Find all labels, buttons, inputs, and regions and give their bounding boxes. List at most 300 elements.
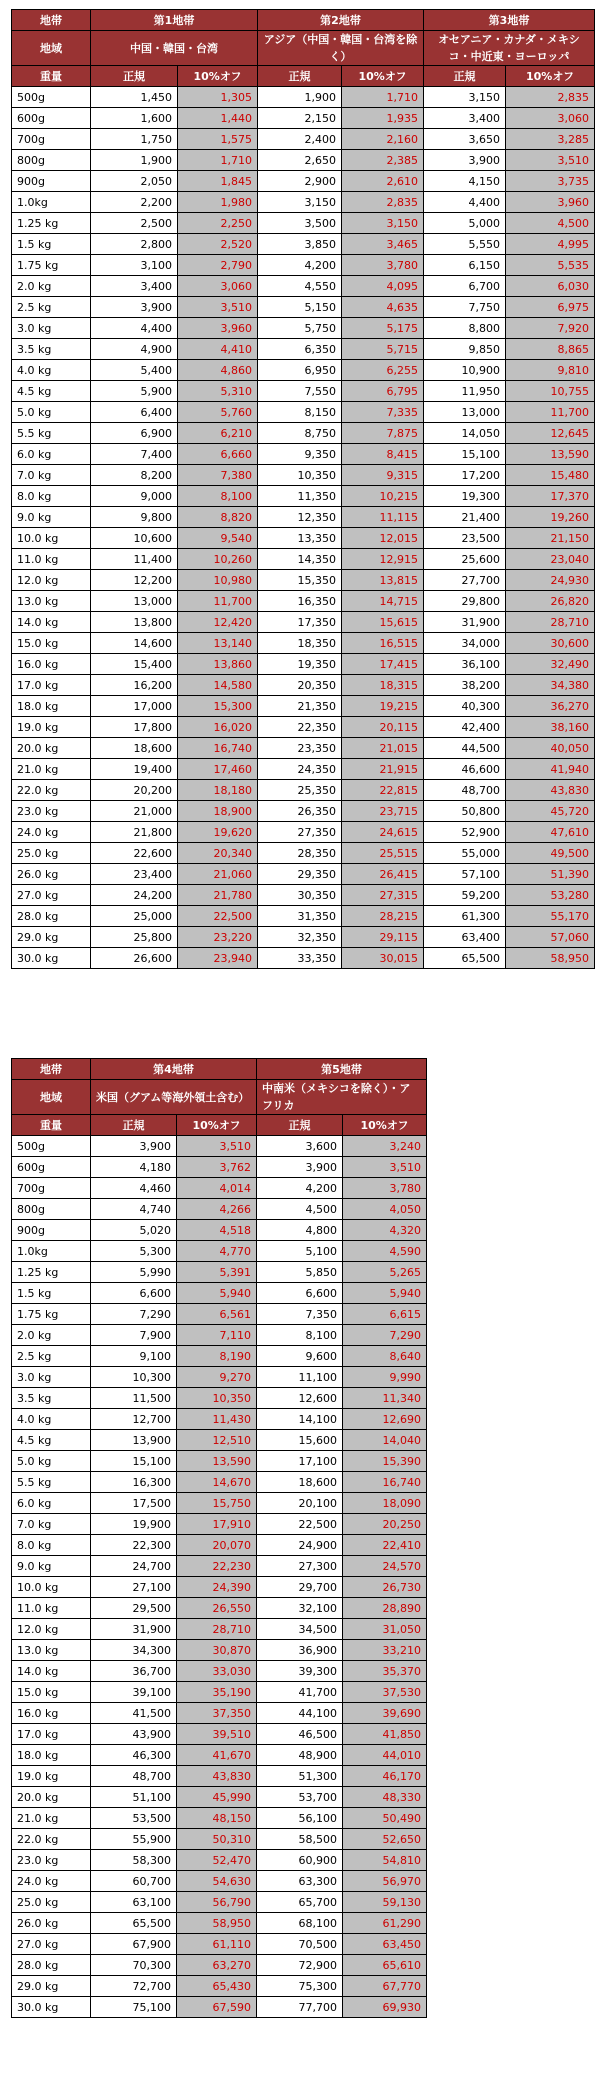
discount-price-cell: 34,380 xyxy=(506,675,595,696)
discount-price-cell: 3,060 xyxy=(178,276,258,297)
table-row xyxy=(12,297,595,318)
discount-price-cell: 1,575 xyxy=(178,129,258,150)
regular-price-cell: 72,900 xyxy=(257,1955,343,1976)
regular-price-cell: 65,700 xyxy=(257,1892,343,1913)
table-row xyxy=(12,675,595,696)
discount-price-cell: 2,160 xyxy=(342,129,424,150)
discount-price-cell: 10,980 xyxy=(178,570,258,591)
regular-price-cell: 9,100 xyxy=(91,1346,177,1367)
regular-price-cell: 4,800 xyxy=(257,1220,343,1241)
regular-price-cell: 10,900 xyxy=(424,360,506,381)
regular-price-cell: 4,200 xyxy=(257,1178,343,1199)
regular-price-cell: 48,700 xyxy=(91,1766,177,1787)
discount-price-cell: 45,990 xyxy=(177,1787,257,1808)
table-row xyxy=(12,717,595,738)
regular-price-cell: 46,600 xyxy=(424,759,506,780)
rate-table-zones-1-3 xyxy=(11,9,595,969)
table-row xyxy=(12,1325,427,1346)
regular-price-cell: 4,500 xyxy=(257,1199,343,1220)
regular-price-cell: 7,290 xyxy=(91,1304,177,1325)
regular-price-cell: 44,100 xyxy=(257,1703,343,1724)
regular-price-cell: 7,750 xyxy=(424,297,506,318)
regular-price-cell: 17,000 xyxy=(91,696,178,717)
discount-price-cell: 27,315 xyxy=(342,885,424,906)
region-label: 地域 xyxy=(12,31,91,66)
regular-price-cell: 21,000 xyxy=(91,801,178,822)
regular-price-cell: 4,550 xyxy=(258,276,342,297)
discount-price-cell: 5,940 xyxy=(177,1283,257,1304)
regular-price-cell: 18,600 xyxy=(91,738,178,759)
regular-price-cell: 25,800 xyxy=(91,927,178,948)
discount-price-cell: 53,280 xyxy=(506,885,595,906)
discount-price-cell: 22,500 xyxy=(178,906,258,927)
discount-price-cell: 2,835 xyxy=(506,87,595,108)
discount-price-cell: 56,790 xyxy=(177,1892,257,1913)
regular-price-cell: 4,200 xyxy=(258,255,342,276)
discount-price-cell: 6,210 xyxy=(178,423,258,444)
table-row xyxy=(12,1808,427,1829)
weight-cell: 10.0 kg xyxy=(12,1577,91,1598)
regular-price-cell: 12,600 xyxy=(257,1388,343,1409)
discount-price-cell: 47,610 xyxy=(506,822,595,843)
regular-price-cell: 5,750 xyxy=(258,318,342,339)
zone-3-discount-label: 10%オフ xyxy=(506,66,595,87)
discount-price-cell: 51,390 xyxy=(506,864,595,885)
table-row xyxy=(12,1199,427,1220)
table-row xyxy=(12,948,595,969)
regular-price-cell: 51,100 xyxy=(91,1787,177,1808)
regular-price-cell: 77,700 xyxy=(257,1997,343,2018)
regular-price-cell: 21,800 xyxy=(91,822,178,843)
discount-price-cell: 50,490 xyxy=(343,1808,427,1829)
discount-price-cell: 7,290 xyxy=(343,1325,427,1346)
table-row xyxy=(12,864,595,885)
discount-price-cell: 4,770 xyxy=(177,1241,257,1262)
table-row xyxy=(12,129,595,150)
discount-price-cell: 2,385 xyxy=(342,150,424,171)
discount-price-cell: 2,250 xyxy=(178,213,258,234)
weight-cell: 3.5 kg xyxy=(12,339,91,360)
discount-price-cell: 9,990 xyxy=(343,1367,427,1388)
discount-price-cell: 9,315 xyxy=(342,465,424,486)
weight-cell: 1.75 kg xyxy=(12,1304,91,1325)
regular-price-cell: 15,350 xyxy=(258,570,342,591)
discount-price-cell: 9,270 xyxy=(177,1367,257,1388)
regular-price-cell: 3,400 xyxy=(424,108,506,129)
regular-price-cell: 19,300 xyxy=(424,486,506,507)
table-row xyxy=(12,1745,427,1766)
regular-price-cell: 6,350 xyxy=(258,339,342,360)
table-row xyxy=(12,486,595,507)
regular-price-cell: 15,100 xyxy=(424,444,506,465)
regular-price-cell: 48,700 xyxy=(424,780,506,801)
discount-price-cell: 14,580 xyxy=(178,675,258,696)
weight-cell: 13.0 kg xyxy=(12,1640,91,1661)
table-row xyxy=(12,906,595,927)
table-row xyxy=(12,1220,427,1241)
discount-price-cell: 58,950 xyxy=(506,948,595,969)
table-row xyxy=(12,402,595,423)
regular-price-cell: 23,350 xyxy=(258,738,342,759)
regular-price-cell: 8,750 xyxy=(258,423,342,444)
weight-cell: 6.0 kg xyxy=(12,1493,91,1514)
weight-cell: 1.0kg xyxy=(12,1241,91,1262)
regular-price-cell: 34,500 xyxy=(257,1619,343,1640)
regular-price-cell: 16,200 xyxy=(91,675,178,696)
regular-price-cell: 43,900 xyxy=(91,1724,177,1745)
regular-price-cell: 13,350 xyxy=(258,528,342,549)
regular-price-cell: 14,050 xyxy=(424,423,506,444)
zone-3-region: オセアニア・カナダ・メキシコ・中近東・ヨーロッパ xyxy=(424,31,595,66)
discount-price-cell: 24,570 xyxy=(343,1556,427,1577)
weight-cell: 14.0 kg xyxy=(12,612,91,633)
regular-price-cell: 31,900 xyxy=(91,1619,177,1640)
table-row xyxy=(12,1157,427,1178)
weight-cell: 1.5 kg xyxy=(12,1283,91,1304)
discount-price-cell: 50,310 xyxy=(177,1829,257,1850)
discount-price-cell: 26,730 xyxy=(343,1577,427,1598)
discount-price-cell: 43,830 xyxy=(177,1766,257,1787)
discount-price-cell: 1,845 xyxy=(178,171,258,192)
weight-cell: 900g xyxy=(12,1220,91,1241)
regular-price-cell: 9,850 xyxy=(424,339,506,360)
table-row xyxy=(12,1661,427,1682)
discount-price-cell: 3,780 xyxy=(343,1178,427,1199)
discount-price-cell: 39,510 xyxy=(177,1724,257,1745)
zone-3-name: 第3地帯 xyxy=(424,10,595,31)
table-row xyxy=(12,1934,427,1955)
weight-cell: 15.0 kg xyxy=(12,1682,91,1703)
discount-price-cell: 26,820 xyxy=(506,591,595,612)
discount-price-cell: 24,615 xyxy=(342,822,424,843)
discount-price-cell: 21,060 xyxy=(178,864,258,885)
table-row xyxy=(12,780,595,801)
regular-price-cell: 27,700 xyxy=(424,570,506,591)
discount-price-cell: 15,300 xyxy=(178,696,258,717)
weight-cell: 8.0 kg xyxy=(12,1535,91,1556)
discount-price-cell: 1,710 xyxy=(178,150,258,171)
discount-price-cell: 7,110 xyxy=(177,1325,257,1346)
table-row xyxy=(12,654,595,675)
regular-price-cell: 9,600 xyxy=(257,1346,343,1367)
regular-price-cell: 38,200 xyxy=(424,675,506,696)
table-row xyxy=(12,801,595,822)
regular-price-cell: 8,150 xyxy=(258,402,342,423)
discount-price-cell: 33,030 xyxy=(177,1661,257,1682)
discount-price-cell: 1,935 xyxy=(342,108,424,129)
table-row xyxy=(12,171,595,192)
discount-price-cell: 7,335 xyxy=(342,402,424,423)
regular-price-cell: 2,500 xyxy=(91,213,178,234)
discount-price-cell: 4,014 xyxy=(177,1178,257,1199)
regular-price-cell: 7,400 xyxy=(91,444,178,465)
discount-price-cell: 28,710 xyxy=(506,612,595,633)
discount-price-cell: 54,810 xyxy=(343,1850,427,1871)
regular-price-cell: 26,350 xyxy=(258,801,342,822)
column-header-row xyxy=(12,1115,427,1136)
regular-price-cell: 34,300 xyxy=(91,1640,177,1661)
table-row xyxy=(12,1493,427,1514)
regular-price-cell: 4,740 xyxy=(91,1199,177,1220)
regular-price-cell: 19,400 xyxy=(91,759,178,780)
discount-price-cell: 5,265 xyxy=(343,1262,427,1283)
weight-cell: 500g xyxy=(12,1136,91,1157)
regular-price-cell: 27,350 xyxy=(258,822,342,843)
discount-price-cell: 17,910 xyxy=(177,1514,257,1535)
weight-cell: 25.0 kg xyxy=(12,1892,91,1913)
regular-price-cell: 20,350 xyxy=(258,675,342,696)
zone-header-row xyxy=(12,1059,427,1080)
zone-4-discount-label: 10%オフ xyxy=(177,1115,257,1136)
discount-price-cell: 6,030 xyxy=(506,276,595,297)
regular-price-cell: 22,600 xyxy=(91,843,178,864)
regular-price-cell: 28,350 xyxy=(258,843,342,864)
discount-price-cell: 5,940 xyxy=(343,1283,427,1304)
discount-price-cell: 28,890 xyxy=(343,1598,427,1619)
regular-price-cell: 60,900 xyxy=(257,1850,343,1871)
regular-price-cell: 22,300 xyxy=(91,1535,177,1556)
discount-price-cell: 4,266 xyxy=(177,1199,257,1220)
weight-cell: 1.25 kg xyxy=(12,1262,91,1283)
regular-price-cell: 2,650 xyxy=(258,150,342,171)
regular-price-cell: 3,600 xyxy=(257,1136,343,1157)
discount-price-cell: 4,500 xyxy=(506,213,595,234)
regular-price-cell: 3,900 xyxy=(424,150,506,171)
regular-price-cell: 21,350 xyxy=(258,696,342,717)
regular-price-cell: 29,800 xyxy=(424,591,506,612)
weight-cell: 26.0 kg xyxy=(12,1913,91,1934)
regular-price-cell: 9,000 xyxy=(91,486,178,507)
discount-price-cell: 1,710 xyxy=(342,87,424,108)
regular-price-cell: 36,700 xyxy=(91,1661,177,1682)
discount-price-cell: 18,180 xyxy=(178,780,258,801)
regular-price-cell: 17,500 xyxy=(91,1493,177,1514)
discount-price-cell: 35,370 xyxy=(343,1661,427,1682)
discount-price-cell: 40,050 xyxy=(506,738,595,759)
regular-price-cell: 17,200 xyxy=(424,465,506,486)
discount-price-cell: 18,900 xyxy=(178,801,258,822)
table-row xyxy=(12,192,595,213)
discount-price-cell: 48,330 xyxy=(343,1787,427,1808)
discount-price-cell: 12,510 xyxy=(177,1430,257,1451)
discount-price-cell: 43,830 xyxy=(506,780,595,801)
regular-price-cell: 8,200 xyxy=(91,465,178,486)
regular-price-cell: 6,600 xyxy=(91,1283,177,1304)
table-row xyxy=(12,1766,427,1787)
regular-price-cell: 63,100 xyxy=(91,1892,177,1913)
weight-cell: 4.0 kg xyxy=(12,360,91,381)
regular-price-cell: 1,900 xyxy=(91,150,178,171)
regular-price-cell: 58,300 xyxy=(91,1850,177,1871)
regular-price-cell: 10,350 xyxy=(258,465,342,486)
discount-price-cell: 41,670 xyxy=(177,1745,257,1766)
regular-price-cell: 4,460 xyxy=(91,1178,177,1199)
discount-price-cell: 35,190 xyxy=(177,1682,257,1703)
zone-4-regular-label: 正規 xyxy=(91,1115,177,1136)
discount-price-cell: 3,285 xyxy=(506,129,595,150)
table-row xyxy=(12,1304,427,1325)
regular-price-cell: 1,900 xyxy=(258,87,342,108)
discount-price-cell: 23,040 xyxy=(506,549,595,570)
discount-price-cell: 23,940 xyxy=(178,948,258,969)
table-row xyxy=(12,213,595,234)
regular-price-cell: 40,300 xyxy=(424,696,506,717)
discount-price-cell: 67,770 xyxy=(343,1976,427,1997)
discount-price-cell: 3,150 xyxy=(342,213,424,234)
table-row xyxy=(12,1997,427,2018)
regular-price-cell: 70,500 xyxy=(257,1934,343,1955)
discount-price-cell: 24,930 xyxy=(506,570,595,591)
regular-price-cell: 6,400 xyxy=(91,402,178,423)
regular-price-cell: 24,700 xyxy=(91,1556,177,1577)
weight-cell: 4.5 kg xyxy=(12,1430,91,1451)
discount-price-cell: 36,270 xyxy=(506,696,595,717)
regular-price-cell: 52,900 xyxy=(424,822,506,843)
zone-4-region: 米国（グアム等海外領土含む） xyxy=(91,1080,257,1115)
table-row xyxy=(12,1472,427,1493)
regular-price-cell: 16,350 xyxy=(258,591,342,612)
discount-price-cell: 21,915 xyxy=(342,759,424,780)
regular-price-cell: 5,850 xyxy=(257,1262,343,1283)
table-row xyxy=(12,1136,427,1157)
zone-1-discount-label: 10%オフ xyxy=(178,66,258,87)
zone-5-name: 第5地帯 xyxy=(257,1059,427,1080)
discount-price-cell: 8,640 xyxy=(343,1346,427,1367)
discount-price-cell: 19,215 xyxy=(342,696,424,717)
weight-cell: 30.0 kg xyxy=(12,1997,91,2018)
regular-price-cell: 13,900 xyxy=(91,1430,177,1451)
weight-cell: 22.0 kg xyxy=(12,780,91,801)
regular-price-cell: 6,950 xyxy=(258,360,342,381)
regular-price-cell: 5,550 xyxy=(424,234,506,255)
regular-price-cell: 26,600 xyxy=(91,948,178,969)
table-row xyxy=(12,1871,427,1892)
weight-cell: 25.0 kg xyxy=(12,843,91,864)
regular-price-cell: 50,800 xyxy=(424,801,506,822)
discount-price-cell: 2,610 xyxy=(342,171,424,192)
weight-cell: 500g xyxy=(12,87,91,108)
regular-price-cell: 5,100 xyxy=(257,1241,343,1262)
weight-cell: 10.0 kg xyxy=(12,528,91,549)
regular-price-cell: 14,100 xyxy=(257,1409,343,1430)
weight-cell: 5.5 kg xyxy=(12,423,91,444)
rate-table-zones-4-5 xyxy=(11,1058,427,2018)
discount-price-cell: 21,150 xyxy=(506,528,595,549)
regular-price-cell: 15,400 xyxy=(91,654,178,675)
discount-price-cell: 33,210 xyxy=(343,1640,427,1661)
discount-price-cell: 12,690 xyxy=(343,1409,427,1430)
regular-price-cell: 65,500 xyxy=(91,1913,177,1934)
weight-cell: 800g xyxy=(12,1199,91,1220)
table-row xyxy=(12,1619,427,1640)
weight-cell: 3.0 kg xyxy=(12,1367,91,1388)
weight-cell: 12.0 kg xyxy=(12,1619,91,1640)
weight-cell: 700g xyxy=(12,129,91,150)
discount-price-cell: 4,635 xyxy=(342,297,424,318)
discount-price-cell: 9,540 xyxy=(178,528,258,549)
discount-price-cell: 14,040 xyxy=(343,1430,427,1451)
weight-cell: 8.0 kg xyxy=(12,486,91,507)
discount-price-cell: 3,762 xyxy=(177,1157,257,1178)
table-row xyxy=(12,1892,427,1913)
regular-price-cell: 75,100 xyxy=(91,1997,177,2018)
regular-price-cell: 15,100 xyxy=(91,1451,177,1472)
regular-price-cell: 19,900 xyxy=(91,1514,177,1535)
weight-cell: 800g xyxy=(12,150,91,171)
zone-header-label: 地帯 xyxy=(12,10,91,31)
weight-cell: 16.0 kg xyxy=(12,1703,91,1724)
table-row xyxy=(12,1514,427,1535)
weight-cell: 9.0 kg xyxy=(12,507,91,528)
discount-price-cell: 3,510 xyxy=(177,1136,257,1157)
regular-price-cell: 6,600 xyxy=(257,1283,343,1304)
discount-price-cell: 30,015 xyxy=(342,948,424,969)
discount-price-cell: 59,130 xyxy=(343,1892,427,1913)
discount-price-cell: 54,630 xyxy=(177,1871,257,1892)
discount-price-cell: 28,710 xyxy=(177,1619,257,1640)
zone-2-discount-label: 10%オフ xyxy=(342,66,424,87)
regular-price-cell: 39,300 xyxy=(257,1661,343,1682)
discount-price-cell: 63,270 xyxy=(177,1955,257,1976)
weight-cell: 3.0 kg xyxy=(12,318,91,339)
weight-cell: 7.0 kg xyxy=(12,465,91,486)
regular-price-cell: 46,500 xyxy=(257,1724,343,1745)
regular-price-cell: 3,650 xyxy=(424,129,506,150)
regular-price-cell: 3,900 xyxy=(91,297,178,318)
discount-price-cell: 5,715 xyxy=(342,339,424,360)
weight-cell: 28.0 kg xyxy=(12,906,91,927)
discount-price-cell: 6,561 xyxy=(177,1304,257,1325)
regular-price-cell: 23,500 xyxy=(424,528,506,549)
discount-price-cell: 11,700 xyxy=(178,591,258,612)
regular-price-cell: 2,200 xyxy=(91,192,178,213)
regular-price-cell: 19,350 xyxy=(258,654,342,675)
regular-price-cell: 25,350 xyxy=(258,780,342,801)
weight-cell: 3.5 kg xyxy=(12,1388,91,1409)
regular-price-cell: 1,450 xyxy=(91,87,178,108)
weight-cell: 17.0 kg xyxy=(12,1724,91,1745)
table-row xyxy=(12,1976,427,1997)
discount-price-cell: 1,440 xyxy=(178,108,258,129)
discount-price-cell: 8,190 xyxy=(177,1346,257,1367)
discount-price-cell: 1,305 xyxy=(178,87,258,108)
weight-label: 重量 xyxy=(12,66,91,87)
discount-price-cell: 3,510 xyxy=(343,1157,427,1178)
regular-price-cell: 3,500 xyxy=(258,213,342,234)
regular-price-cell: 16,300 xyxy=(91,1472,177,1493)
table-row xyxy=(12,381,595,402)
regular-price-cell: 32,350 xyxy=(258,927,342,948)
regular-price-cell: 2,150 xyxy=(258,108,342,129)
regular-price-cell: 11,950 xyxy=(424,381,506,402)
discount-price-cell: 30,600 xyxy=(506,633,595,654)
discount-price-cell: 49,500 xyxy=(506,843,595,864)
discount-price-cell: 28,215 xyxy=(342,906,424,927)
discount-price-cell: 9,810 xyxy=(506,360,595,381)
discount-price-cell: 65,430 xyxy=(177,1976,257,1997)
regular-price-cell: 5,990 xyxy=(91,1262,177,1283)
region-row xyxy=(12,1080,427,1115)
discount-price-cell: 3,465 xyxy=(342,234,424,255)
table-row xyxy=(12,507,595,528)
table-row xyxy=(12,1283,427,1304)
discount-price-cell: 6,615 xyxy=(343,1304,427,1325)
regular-price-cell: 12,200 xyxy=(91,570,178,591)
discount-price-cell: 20,070 xyxy=(177,1535,257,1556)
weight-cell: 21.0 kg xyxy=(12,759,91,780)
regular-price-cell: 30,350 xyxy=(258,885,342,906)
regular-price-cell: 61,300 xyxy=(424,906,506,927)
